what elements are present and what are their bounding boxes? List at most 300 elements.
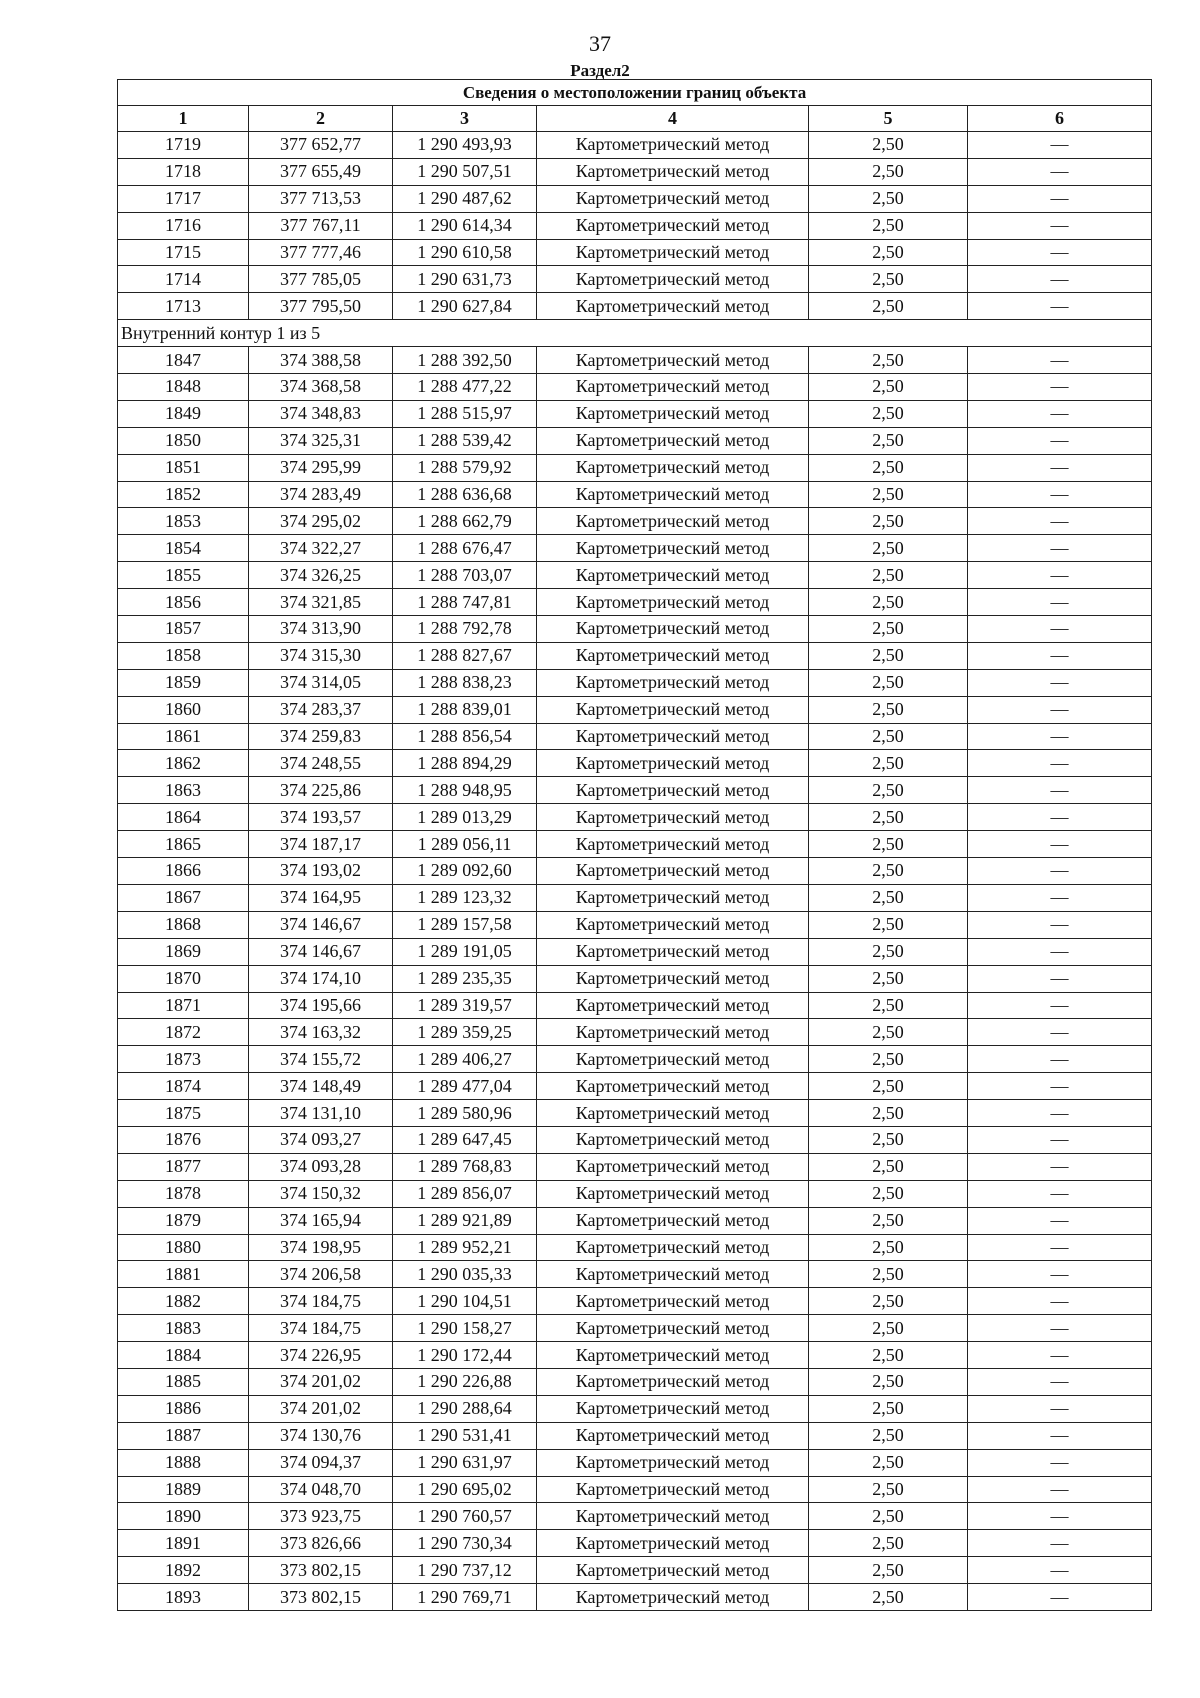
method-cell: Картометрический метод <box>537 669 809 696</box>
table-row <box>118 589 1152 616</box>
method-cell: Картометрический метод <box>537 884 809 911</box>
accuracy-cell: 2,50 <box>809 965 968 992</box>
method-cell: Картометрический метод <box>537 616 809 643</box>
table-row <box>118 1342 1152 1369</box>
description-cell: — <box>968 535 1152 562</box>
y-coordinate-cell: 1 289 921,89 <box>393 1207 537 1234</box>
accuracy-cell: 2,50 <box>809 1261 968 1288</box>
point-number-cell: 1857 <box>118 616 249 643</box>
method-cell: Картометрический метод <box>537 938 809 965</box>
point-number-cell: 1887 <box>118 1422 249 1449</box>
y-coordinate-cell: 1 289 123,32 <box>393 884 537 911</box>
y-coordinate-cell: 1 288 838,23 <box>393 669 537 696</box>
point-number-cell: 1858 <box>118 642 249 669</box>
method-cell: Картометрический метод <box>537 1019 809 1046</box>
y-coordinate-cell: 1 290 035,33 <box>393 1261 537 1288</box>
accuracy-cell: 2,50 <box>809 1557 968 1584</box>
x-coordinate-cell: 374 226,95 <box>249 1342 393 1369</box>
x-coordinate-cell: 374 326,25 <box>249 562 393 589</box>
description-cell: — <box>968 1073 1152 1100</box>
point-number-cell: 1862 <box>118 750 249 777</box>
description-cell: — <box>968 1422 1152 1449</box>
y-coordinate-cell: 1 290 507,51 <box>393 158 537 185</box>
method-cell: Картометрический метод <box>537 535 809 562</box>
method-cell: Картометрический метод <box>537 589 809 616</box>
y-coordinate-cell: 1 288 948,95 <box>393 777 537 804</box>
y-coordinate-cell: 1 289 647,45 <box>393 1126 537 1153</box>
y-coordinate-cell: 1 288 477,22 <box>393 374 537 401</box>
y-coordinate-cell: 1 289 477,04 <box>393 1073 537 1100</box>
description-cell: — <box>968 508 1152 535</box>
accuracy-cell: 2,50 <box>809 777 968 804</box>
y-coordinate-cell: 1 288 515,97 <box>393 400 537 427</box>
table-row <box>118 884 1152 911</box>
table-row <box>118 1073 1152 1100</box>
description-cell: — <box>968 616 1152 643</box>
y-coordinate-cell: 1 290 760,57 <box>393 1503 537 1530</box>
method-cell: Картометрический метод <box>537 1422 809 1449</box>
description-cell: — <box>968 858 1152 885</box>
column-header: 1 <box>118 106 249 132</box>
point-number-cell: 1851 <box>118 454 249 481</box>
accuracy-cell: 2,50 <box>809 804 968 831</box>
method-cell: Картометрический метод <box>537 1503 809 1530</box>
x-coordinate-cell: 374 130,76 <box>249 1422 393 1449</box>
page-number: 37 <box>589 31 611 56</box>
description-cell: — <box>968 1019 1152 1046</box>
x-coordinate-cell: 374 148,49 <box>249 1073 393 1100</box>
method-cell: Картометрический метод <box>537 293 809 320</box>
table-row <box>118 1261 1152 1288</box>
point-number-cell: 1873 <box>118 1046 249 1073</box>
description-cell: — <box>968 212 1152 239</box>
accuracy-cell: 2,50 <box>809 1100 968 1127</box>
method-cell: Картометрический метод <box>537 1395 809 1422</box>
method-cell: Картометрический метод <box>537 1288 809 1315</box>
point-number-cell: 1856 <box>118 589 249 616</box>
description-cell: — <box>968 1288 1152 1315</box>
description-cell: — <box>968 1315 1152 1342</box>
method-cell: Картометрический метод <box>537 696 809 723</box>
table-row <box>118 696 1152 723</box>
description-cell: — <box>968 1046 1152 1073</box>
table-row <box>118 1530 1152 1557</box>
description-cell: — <box>968 239 1152 266</box>
description-cell: — <box>968 884 1152 911</box>
description-cell: — <box>968 911 1152 938</box>
table-row <box>118 1207 1152 1234</box>
point-number-cell: 1885 <box>118 1368 249 1395</box>
accuracy-cell: 2,50 <box>809 1207 968 1234</box>
x-coordinate-cell: 377 652,77 <box>249 132 393 159</box>
accuracy-cell: 2,50 <box>809 992 968 1019</box>
description-cell: — <box>968 293 1152 320</box>
description-cell: — <box>968 1503 1152 1530</box>
table-row <box>118 374 1152 401</box>
y-coordinate-cell: 1 290 695,02 <box>393 1476 537 1503</box>
description-cell: — <box>968 831 1152 858</box>
table-row <box>118 911 1152 938</box>
method-cell: Картометрический метод <box>537 723 809 750</box>
y-coordinate-cell: 1 289 406,27 <box>393 1046 537 1073</box>
method-cell: Картометрический метод <box>537 750 809 777</box>
table-row <box>118 239 1152 266</box>
x-coordinate-cell: 374 283,37 <box>249 696 393 723</box>
point-number-cell: 1714 <box>118 266 249 293</box>
table-row <box>118 1180 1152 1207</box>
description-cell: — <box>968 266 1152 293</box>
x-coordinate-cell: 374 201,02 <box>249 1395 393 1422</box>
method-cell: Картометрический метод <box>537 1261 809 1288</box>
accuracy-cell: 2,50 <box>809 212 968 239</box>
column-header: 6 <box>968 106 1152 132</box>
method-cell: Картометрический метод <box>537 508 809 535</box>
table-row <box>118 1449 1152 1476</box>
table-row <box>118 992 1152 1019</box>
description-cell: — <box>968 132 1152 159</box>
method-cell: Картометрический метод <box>537 1342 809 1369</box>
method-cell: Картометрический метод <box>537 992 809 1019</box>
method-cell: Картометрический метод <box>537 1180 809 1207</box>
table-row <box>118 1503 1152 1530</box>
y-coordinate-cell: 1 288 539,42 <box>393 427 537 454</box>
accuracy-cell: 2,50 <box>809 1449 968 1476</box>
table-row <box>118 1019 1152 1046</box>
table-row <box>118 1368 1152 1395</box>
point-number-cell: 1881 <box>118 1261 249 1288</box>
table-row <box>118 266 1152 293</box>
method-cell: Картометрический метод <box>537 132 809 159</box>
accuracy-cell: 2,50 <box>809 669 968 696</box>
method-cell: Картометрический метод <box>537 239 809 266</box>
method-cell: Картометрический метод <box>537 1207 809 1234</box>
x-coordinate-cell: 374 193,57 <box>249 804 393 831</box>
x-coordinate-cell: 374 321,85 <box>249 589 393 616</box>
accuracy-cell: 2,50 <box>809 884 968 911</box>
accuracy-cell: 2,50 <box>809 938 968 965</box>
table-row <box>118 777 1152 804</box>
description-cell: — <box>968 562 1152 589</box>
method-cell: Картометрический метод <box>537 454 809 481</box>
accuracy-cell: 2,50 <box>809 1153 968 1180</box>
table-row <box>118 454 1152 481</box>
x-coordinate-cell: 374 348,83 <box>249 400 393 427</box>
point-number-cell: 1868 <box>118 911 249 938</box>
x-coordinate-cell: 374 322,27 <box>249 535 393 562</box>
x-coordinate-cell: 373 826,66 <box>249 1530 393 1557</box>
x-coordinate-cell: 374 368,58 <box>249 374 393 401</box>
accuracy-cell: 2,50 <box>809 723 968 750</box>
y-coordinate-cell: 1 290 487,62 <box>393 185 537 212</box>
x-coordinate-cell: 377 655,49 <box>249 158 393 185</box>
table-row <box>118 1476 1152 1503</box>
point-number-cell: 1855 <box>118 562 249 589</box>
table-row <box>118 347 1152 374</box>
point-number-cell: 1884 <box>118 1342 249 1369</box>
method-cell: Картометрический метод <box>537 481 809 508</box>
table-row <box>118 1422 1152 1449</box>
description-cell: — <box>968 427 1152 454</box>
method-cell: Картометрический метод <box>537 1073 809 1100</box>
x-coordinate-cell: 374 164,95 <box>249 884 393 911</box>
accuracy-cell: 2,50 <box>809 347 968 374</box>
y-coordinate-cell: 1 289 359,25 <box>393 1019 537 1046</box>
point-number-cell: 1892 <box>118 1557 249 1584</box>
description-cell: — <box>968 1261 1152 1288</box>
description-cell: — <box>968 1234 1152 1261</box>
table-row <box>118 1557 1152 1584</box>
column-header: 4 <box>537 106 809 132</box>
description-cell: — <box>968 1180 1152 1207</box>
point-number-cell: 1848 <box>118 374 249 401</box>
x-coordinate-cell: 374 165,94 <box>249 1207 393 1234</box>
y-coordinate-cell: 1 288 662,79 <box>393 508 537 535</box>
table-caption: Сведения о местоположении границ объекта <box>118 80 1152 106</box>
method-cell: Картометрический метод <box>537 1584 809 1611</box>
accuracy-cell: 2,50 <box>809 616 968 643</box>
table-row <box>118 831 1152 858</box>
table-row <box>118 616 1152 643</box>
y-coordinate-cell: 1 288 636,68 <box>393 481 537 508</box>
x-coordinate-cell: 374 184,75 <box>249 1315 393 1342</box>
x-coordinate-cell: 377 777,46 <box>249 239 393 266</box>
point-number-cell: 1872 <box>118 1019 249 1046</box>
point-number-cell: 1890 <box>118 1503 249 1530</box>
accuracy-cell: 2,50 <box>809 1530 968 1557</box>
description-cell: — <box>968 1530 1152 1557</box>
table-row <box>118 212 1152 239</box>
x-coordinate-cell: 374 315,30 <box>249 642 393 669</box>
boundary-table-container <box>117 79 1151 1611</box>
method-cell: Картометрический метод <box>537 1449 809 1476</box>
accuracy-cell: 2,50 <box>809 1073 968 1100</box>
table-row <box>118 965 1152 992</box>
accuracy-cell: 2,50 <box>809 535 968 562</box>
point-number-cell: 1886 <box>118 1395 249 1422</box>
table-row <box>118 1100 1152 1127</box>
table-row <box>118 804 1152 831</box>
y-coordinate-cell: 1 289 580,96 <box>393 1100 537 1127</box>
y-coordinate-cell: 1 289 092,60 <box>393 858 537 885</box>
x-coordinate-cell: 374 150,32 <box>249 1180 393 1207</box>
table-row <box>118 1126 1152 1153</box>
x-coordinate-cell: 374 198,95 <box>249 1234 393 1261</box>
method-cell: Картометрический метод <box>537 965 809 992</box>
method-cell: Картометрический метод <box>537 374 809 401</box>
table-row <box>118 535 1152 562</box>
y-coordinate-cell: 1 288 676,47 <box>393 535 537 562</box>
x-coordinate-cell: 373 802,15 <box>249 1584 393 1611</box>
table-row <box>118 1153 1152 1180</box>
point-number-cell: 1864 <box>118 804 249 831</box>
table-row <box>118 158 1152 185</box>
point-number-cell: 1713 <box>118 293 249 320</box>
point-number-cell: 1715 <box>118 239 249 266</box>
y-coordinate-cell: 1 289 157,58 <box>393 911 537 938</box>
method-cell: Картометрический метод <box>537 1234 809 1261</box>
method-cell: Картометрический метод <box>537 831 809 858</box>
y-coordinate-cell: 1 289 013,29 <box>393 804 537 831</box>
y-coordinate-cell: 1 289 856,07 <box>393 1180 537 1207</box>
accuracy-cell: 2,50 <box>809 132 968 159</box>
point-number-cell: 1889 <box>118 1476 249 1503</box>
accuracy-cell: 2,50 <box>809 1046 968 1073</box>
x-coordinate-cell: 374 325,31 <box>249 427 393 454</box>
y-coordinate-cell: 1 290 104,51 <box>393 1288 537 1315</box>
accuracy-cell: 2,50 <box>809 185 968 212</box>
table-row <box>118 427 1152 454</box>
point-number-cell: 1869 <box>118 938 249 965</box>
accuracy-cell: 2,50 <box>809 1126 968 1153</box>
point-number-cell: 1859 <box>118 669 249 696</box>
point-number-cell: 1861 <box>118 723 249 750</box>
table-row <box>118 132 1152 159</box>
accuracy-cell: 2,50 <box>809 239 968 266</box>
x-coordinate-cell: 374 314,05 <box>249 669 393 696</box>
description-cell: — <box>968 1476 1152 1503</box>
point-number-cell: 1883 <box>118 1315 249 1342</box>
accuracy-cell: 2,50 <box>809 1342 968 1369</box>
x-coordinate-cell: 377 713,53 <box>249 185 393 212</box>
y-coordinate-cell: 1 290 172,44 <box>393 1342 537 1369</box>
y-coordinate-cell: 1 289 235,35 <box>393 965 537 992</box>
method-cell: Картометрический метод <box>537 1100 809 1127</box>
method-cell: Картометрический метод <box>537 642 809 669</box>
description-cell: — <box>968 589 1152 616</box>
accuracy-cell: 2,50 <box>809 481 968 508</box>
point-number-cell: 1871 <box>118 992 249 1019</box>
table-row <box>118 723 1152 750</box>
description-cell: — <box>968 804 1152 831</box>
description-cell: — <box>968 1449 1152 1476</box>
section-title: Раздел2 <box>570 61 630 80</box>
y-coordinate-cell: 1 290 531,41 <box>393 1422 537 1449</box>
accuracy-cell: 2,50 <box>809 1395 968 1422</box>
point-number-cell: 1850 <box>118 427 249 454</box>
accuracy-cell: 2,50 <box>809 911 968 938</box>
y-coordinate-cell: 1 290 769,71 <box>393 1584 537 1611</box>
group-label: Внутренний контур 1 из 5 <box>118 320 1152 347</box>
y-coordinate-cell: 1 288 827,67 <box>393 642 537 669</box>
x-coordinate-cell: 373 923,75 <box>249 1503 393 1530</box>
point-number-cell: 1716 <box>118 212 249 239</box>
description-cell: — <box>968 158 1152 185</box>
x-coordinate-cell: 374 163,32 <box>249 1019 393 1046</box>
point-number-cell: 1863 <box>118 777 249 804</box>
accuracy-cell: 2,50 <box>809 1476 968 1503</box>
description-cell: — <box>968 992 1152 1019</box>
point-number-cell: 1866 <box>118 858 249 885</box>
table-row <box>118 938 1152 965</box>
y-coordinate-cell: 1 288 747,81 <box>393 589 537 616</box>
method-cell: Картометрический метод <box>537 400 809 427</box>
x-coordinate-cell: 373 802,15 <box>249 1557 393 1584</box>
x-coordinate-cell: 374 388,58 <box>249 347 393 374</box>
y-coordinate-cell: 1 290 627,84 <box>393 293 537 320</box>
x-coordinate-cell: 377 767,11 <box>249 212 393 239</box>
x-coordinate-cell: 374 184,75 <box>249 1288 393 1315</box>
x-coordinate-cell: 374 048,70 <box>249 1476 393 1503</box>
point-number-cell: 1874 <box>118 1073 249 1100</box>
accuracy-cell: 2,50 <box>809 750 968 777</box>
accuracy-cell: 2,50 <box>809 374 968 401</box>
description-cell: — <box>968 723 1152 750</box>
point-number-cell: 1852 <box>118 481 249 508</box>
accuracy-cell: 2,50 <box>809 454 968 481</box>
accuracy-cell: 2,50 <box>809 1584 968 1611</box>
method-cell: Картометрический метод <box>537 185 809 212</box>
column-header: 2 <box>249 106 393 132</box>
point-number-cell: 1878 <box>118 1180 249 1207</box>
point-number-cell: 1875 <box>118 1100 249 1127</box>
y-coordinate-cell: 1 289 768,83 <box>393 1153 537 1180</box>
description-cell: — <box>968 669 1152 696</box>
x-coordinate-cell: 377 795,50 <box>249 293 393 320</box>
method-cell: Картометрический метод <box>537 1368 809 1395</box>
table-row <box>118 1315 1152 1342</box>
y-coordinate-cell: 1 288 392,50 <box>393 347 537 374</box>
method-cell: Картометрический метод <box>537 911 809 938</box>
point-number-cell: 1893 <box>118 1584 249 1611</box>
method-cell: Картометрический метод <box>537 562 809 589</box>
table-row <box>118 400 1152 427</box>
point-number-cell: 1888 <box>118 1449 249 1476</box>
description-cell: — <box>968 938 1152 965</box>
x-coordinate-cell: 374 259,83 <box>249 723 393 750</box>
y-coordinate-cell: 1 290 730,34 <box>393 1530 537 1557</box>
point-number-cell: 1882 <box>118 1288 249 1315</box>
y-coordinate-cell: 1 289 319,57 <box>393 992 537 1019</box>
point-number-cell: 1891 <box>118 1530 249 1557</box>
method-cell: Картометрический метод <box>537 347 809 374</box>
description-cell: — <box>968 750 1152 777</box>
y-coordinate-cell: 1 288 579,92 <box>393 454 537 481</box>
description-cell: — <box>968 347 1152 374</box>
table-row <box>118 669 1152 696</box>
x-coordinate-cell: 374 313,90 <box>249 616 393 643</box>
table-row <box>118 1584 1152 1611</box>
y-coordinate-cell: 1 288 856,54 <box>393 723 537 750</box>
accuracy-cell: 2,50 <box>809 562 968 589</box>
point-number-cell: 1879 <box>118 1207 249 1234</box>
point-number-cell: 1719 <box>118 132 249 159</box>
method-cell: Картометрический метод <box>537 212 809 239</box>
x-coordinate-cell: 374 146,67 <box>249 911 393 938</box>
method-cell: Картометрический метод <box>537 266 809 293</box>
description-cell: — <box>968 642 1152 669</box>
accuracy-cell: 2,50 <box>809 293 968 320</box>
description-cell: — <box>968 454 1152 481</box>
group-row <box>118 320 1152 347</box>
table-row <box>118 750 1152 777</box>
x-coordinate-cell: 374 225,86 <box>249 777 393 804</box>
table-header-row <box>118 106 1152 132</box>
method-cell: Картометрический метод <box>537 1315 809 1342</box>
point-number-cell: 1849 <box>118 400 249 427</box>
column-header: 3 <box>393 106 537 132</box>
y-coordinate-cell: 1 289 191,05 <box>393 938 537 965</box>
description-cell: — <box>968 400 1152 427</box>
point-number-cell: 1860 <box>118 696 249 723</box>
x-coordinate-cell: 374 248,55 <box>249 750 393 777</box>
table-row <box>118 481 1152 508</box>
accuracy-cell: 2,50 <box>809 831 968 858</box>
description-cell: — <box>968 777 1152 804</box>
accuracy-cell: 2,50 <box>809 696 968 723</box>
y-coordinate-cell: 1 290 158,27 <box>393 1315 537 1342</box>
point-number-cell: 1853 <box>118 508 249 535</box>
table-row <box>118 1395 1152 1422</box>
